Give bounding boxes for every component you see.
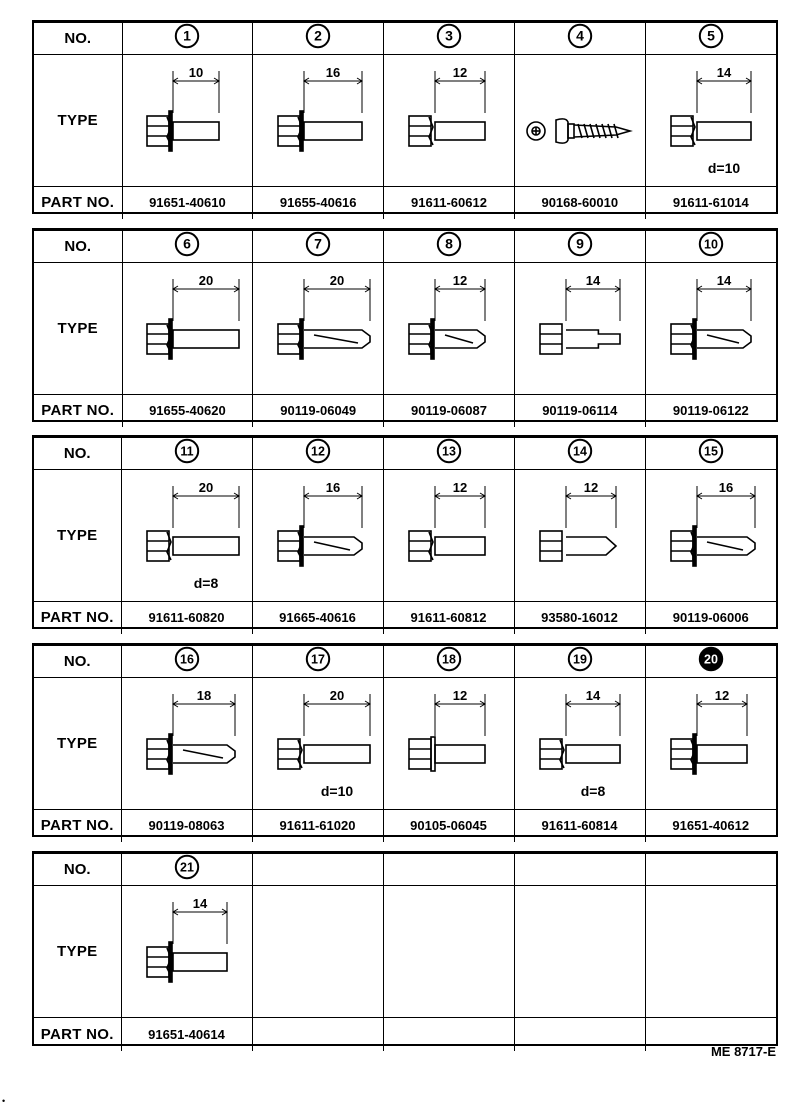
item-number-cell xyxy=(384,231,515,263)
part-number: 91611-60820 xyxy=(121,602,252,634)
item-number-text: 14 xyxy=(572,444,587,459)
item-number-cell xyxy=(645,23,776,55)
fastener-type-cell xyxy=(514,263,645,395)
item-number-text: 13 xyxy=(441,444,456,459)
item-number-cell xyxy=(645,438,776,470)
fastener-type-cell xyxy=(645,678,776,810)
fastener-type-cell xyxy=(645,263,776,395)
part-number: 90119-06049 xyxy=(253,395,384,427)
item-number xyxy=(436,646,462,672)
item-number xyxy=(174,646,200,672)
item-number-circle xyxy=(567,231,593,257)
length-dimension: 20 xyxy=(329,687,344,703)
type-row xyxy=(34,55,776,187)
no-label: NO. xyxy=(34,438,121,470)
item-number-circle xyxy=(174,231,200,257)
part-number: 91655-40620 xyxy=(122,395,253,427)
item-number-text: 11 xyxy=(179,444,194,459)
item-number-text: 7 xyxy=(314,235,323,252)
item-number-circle xyxy=(436,438,462,464)
item-number-text: 15 xyxy=(703,444,718,459)
length-dimension: 12 xyxy=(714,687,729,703)
item-number-text: 21 xyxy=(179,860,194,875)
type-row xyxy=(34,886,776,1018)
fastener-drawing-bolt-washer xyxy=(647,680,775,808)
fastener-drawing-bolt-spring xyxy=(385,472,513,600)
item-number-cell xyxy=(514,438,645,470)
item-number-text: 8 xyxy=(445,235,453,252)
item-number xyxy=(174,854,200,880)
item-number-cell xyxy=(121,646,252,678)
empty-cell xyxy=(383,854,514,886)
item-number-circle xyxy=(698,438,724,464)
length-dimension: 16 xyxy=(718,479,733,495)
item-number-cell xyxy=(384,23,515,55)
item-number xyxy=(305,646,331,672)
empty-cell xyxy=(514,854,645,886)
item-number xyxy=(567,23,593,49)
fastener-drawing-bolt-washer xyxy=(123,57,251,185)
parts-table xyxy=(32,228,778,422)
item-number-text: 20 xyxy=(703,652,718,667)
parts-table xyxy=(32,435,778,629)
item-number-text: 2 xyxy=(314,27,323,44)
parts-table xyxy=(32,851,778,1046)
item-number-text: 12 xyxy=(310,444,325,459)
fastener-drawing-flange xyxy=(385,680,513,808)
item-number-cell xyxy=(122,23,253,55)
item-number-circle xyxy=(436,646,462,672)
part-number: 91655-40616 xyxy=(253,187,384,219)
length-dimension: 16 xyxy=(325,64,341,80)
fastener-type-cell xyxy=(252,470,383,602)
length-dimension: 14 xyxy=(716,64,732,80)
fastener-type-cell xyxy=(252,678,383,810)
empty-cell xyxy=(383,1018,514,1051)
item-number-text: 19 xyxy=(572,652,587,667)
empty-cell xyxy=(514,1018,645,1051)
no-label: NO. xyxy=(34,646,121,678)
no-label: NO. xyxy=(34,23,122,55)
item-number xyxy=(698,646,724,672)
item-number xyxy=(174,23,200,49)
type-row xyxy=(34,678,776,810)
item-number xyxy=(436,231,462,257)
length-dimension: 20 xyxy=(198,479,213,495)
item-number-circle xyxy=(698,646,724,672)
fastener-type-cell xyxy=(645,55,776,187)
item-number-cell xyxy=(514,646,645,678)
empty-cell xyxy=(645,854,776,886)
item-number-circle xyxy=(305,646,331,672)
item-number-circle xyxy=(305,23,331,49)
item-number xyxy=(174,231,200,257)
item-number-cell xyxy=(252,438,383,470)
part-number: 91611-60612 xyxy=(384,187,515,219)
item-number xyxy=(305,438,331,464)
part-number-row xyxy=(34,187,776,219)
item-number-cell xyxy=(122,231,253,263)
fastener-drawing-bolt-washer xyxy=(123,265,251,393)
parts-table xyxy=(32,20,778,214)
item-number-text: 1 xyxy=(183,27,192,44)
part-number: 91665-40616 xyxy=(252,602,383,634)
fastener-type-cell xyxy=(645,470,776,602)
fastener-drawing-bolt-washer xyxy=(254,57,382,185)
empty-cell xyxy=(383,886,514,1018)
item-number-cell xyxy=(121,854,252,886)
fastener-type-cell xyxy=(384,263,515,395)
no-label: NO. xyxy=(34,854,121,886)
type-label: TYPE xyxy=(34,263,122,395)
item-number-circle xyxy=(436,23,462,49)
item-number xyxy=(567,646,593,672)
parts-table xyxy=(32,643,778,837)
length-dimension: 12 xyxy=(452,479,467,495)
item-number-cell xyxy=(645,231,776,263)
part-number: 91611-60812 xyxy=(383,602,514,634)
item-number-text: 5 xyxy=(706,27,715,44)
fastener-type-cell xyxy=(384,55,515,187)
fastener-type-cell xyxy=(383,678,514,810)
item-number-text: 17 xyxy=(310,652,325,667)
number-row xyxy=(34,231,776,263)
item-number-text: 4 xyxy=(575,27,584,44)
item-number xyxy=(567,438,593,464)
item-number-circle xyxy=(174,23,200,49)
item-number-cell xyxy=(514,231,645,263)
fastener-type-cell xyxy=(253,55,384,187)
item-number-cell xyxy=(121,438,252,470)
stray-mark: • xyxy=(2,1096,6,1106)
item-number xyxy=(698,23,724,49)
item-number-circle xyxy=(305,231,331,257)
item-number xyxy=(305,23,331,49)
item-number-text: 3 xyxy=(445,27,453,44)
item-number-cell xyxy=(252,646,383,678)
item-number-circle xyxy=(305,438,331,464)
item-number-text: 6 xyxy=(183,235,192,252)
part-number: 91651-40614 xyxy=(121,1018,252,1051)
fastener-drawing-tap xyxy=(647,265,775,393)
length-dimension: 14 xyxy=(716,272,732,288)
empty-cell xyxy=(514,886,645,1018)
empty-cell xyxy=(252,1018,383,1051)
item-number-circle xyxy=(698,231,724,257)
fastener-drawing-tap xyxy=(123,680,251,808)
fastener-drawing-tap xyxy=(254,472,382,600)
item-number-text: 16 xyxy=(179,652,194,667)
part-number: 91611-61020 xyxy=(252,810,383,842)
diameter-label: d=10 xyxy=(320,782,353,799)
type-label: TYPE xyxy=(34,886,121,1018)
item-number xyxy=(698,231,724,257)
fastener-drawing-tap xyxy=(254,265,382,393)
type-row xyxy=(34,470,776,602)
part-number: 90119-06006 xyxy=(645,602,776,634)
part-number: 90119-06087 xyxy=(384,395,515,427)
part-number: 90168-60010 xyxy=(514,187,645,219)
item-number-text: 9 xyxy=(575,235,584,252)
item-number-circle xyxy=(567,438,593,464)
length-dimension: 14 xyxy=(192,895,207,911)
part_no-label: PART NO. xyxy=(34,395,122,427)
part_no-label: PART NO. xyxy=(34,1018,121,1051)
part-number: 90119-08063 xyxy=(121,810,252,842)
part-number: 93580-16012 xyxy=(514,602,645,634)
length-dimension: 18 xyxy=(196,687,211,703)
part_no-label: PART NO. xyxy=(34,810,121,842)
number-row xyxy=(34,854,776,886)
part-number-row xyxy=(34,1018,776,1051)
length-dimension: 12 xyxy=(452,272,468,288)
item-number-cell xyxy=(383,646,514,678)
fastener-drawing-tap xyxy=(385,265,513,393)
item-number-circle xyxy=(567,646,593,672)
empty-cell xyxy=(252,886,383,1018)
number-row xyxy=(34,23,776,55)
fastener-type-cell xyxy=(121,678,252,810)
length-dimension: 16 xyxy=(325,479,340,495)
item-number-text: 18 xyxy=(441,652,456,667)
fastener-drawing-bolt-spring xyxy=(254,680,382,808)
fastener-drawing-screw xyxy=(516,57,644,185)
type-label: TYPE xyxy=(34,470,121,602)
fastener-type-cell xyxy=(121,886,252,1018)
part_no-label: PART NO. xyxy=(34,602,121,634)
item-number-cell xyxy=(383,438,514,470)
item-number-circle xyxy=(174,646,200,672)
fastener-drawing-stepped xyxy=(516,265,644,393)
part-number: 90119-06114 xyxy=(514,395,645,427)
fastener-drawing-bolt-spring xyxy=(647,57,775,185)
item-number-circle xyxy=(174,854,200,880)
fastener-drawing-bolt-spring xyxy=(385,57,513,185)
item-number-circle xyxy=(174,438,200,464)
item-number-cell xyxy=(253,23,384,55)
empty-cell xyxy=(645,886,776,1018)
item-number xyxy=(174,438,200,464)
part-number: 91651-40610 xyxy=(122,187,253,219)
length-dimension: 14 xyxy=(585,272,601,288)
fastener-type-cell xyxy=(514,678,645,810)
length-dimension: 20 xyxy=(199,272,214,288)
length-dimension: 12 xyxy=(452,687,467,703)
fastener-type-cell xyxy=(122,263,253,395)
item-number xyxy=(567,231,593,257)
fastener-type-cell xyxy=(122,55,253,187)
diameter-label: d=10 xyxy=(707,159,740,176)
number-row xyxy=(34,438,776,470)
type-label: TYPE xyxy=(34,678,121,810)
fastener-type-cell xyxy=(514,55,645,187)
item-number-circle xyxy=(436,231,462,257)
type-label: TYPE xyxy=(34,55,122,187)
fastener-type-cell xyxy=(253,263,384,395)
length-dimension: 20 xyxy=(329,272,345,288)
drawing-code: ME 8717-E xyxy=(710,1044,776,1059)
diameter-label: d=8 xyxy=(580,782,605,799)
item-number-circle xyxy=(698,23,724,49)
part-number: 90119-06122 xyxy=(645,395,776,427)
diameter-label: d=8 xyxy=(193,574,218,591)
part-number: 91611-60814 xyxy=(514,810,645,842)
part-number-row xyxy=(34,810,776,842)
item-number xyxy=(305,231,331,257)
type-row xyxy=(34,263,776,395)
length-dimension: 10 xyxy=(189,64,204,80)
empty-cell xyxy=(252,854,383,886)
part-number: 91651-40612 xyxy=(645,810,776,842)
item-number-cell xyxy=(253,231,384,263)
fastener-drawing-bolt-spring xyxy=(516,680,644,808)
part-number: 90105-06045 xyxy=(383,810,514,842)
number-row xyxy=(34,646,776,678)
item-number-cell xyxy=(645,646,776,678)
item-number xyxy=(436,23,462,49)
part-number-row xyxy=(34,602,776,634)
fastener-drawing-pointed xyxy=(516,472,644,600)
fastener-type-cell xyxy=(383,470,514,602)
fastener-type-cell xyxy=(121,470,252,602)
part_no-label: PART NO. xyxy=(34,187,122,219)
item-number xyxy=(698,438,724,464)
fastener-type-cell xyxy=(514,470,645,602)
length-dimension: 12 xyxy=(452,64,468,80)
item-number-cell xyxy=(514,23,645,55)
item-number xyxy=(436,438,462,464)
length-dimension: 14 xyxy=(585,687,600,703)
part-number: 91611-61014 xyxy=(645,187,776,219)
part-number-row xyxy=(34,395,776,427)
fastener-drawing-bolt-spring xyxy=(123,472,251,600)
item-number-text: 10 xyxy=(703,237,718,252)
fastener-drawing-bolt-washer xyxy=(123,888,251,1016)
length-dimension: 12 xyxy=(583,479,598,495)
no-label: NO. xyxy=(34,231,122,263)
item-number-circle xyxy=(567,23,593,49)
fastener-drawing-tap xyxy=(647,472,775,600)
